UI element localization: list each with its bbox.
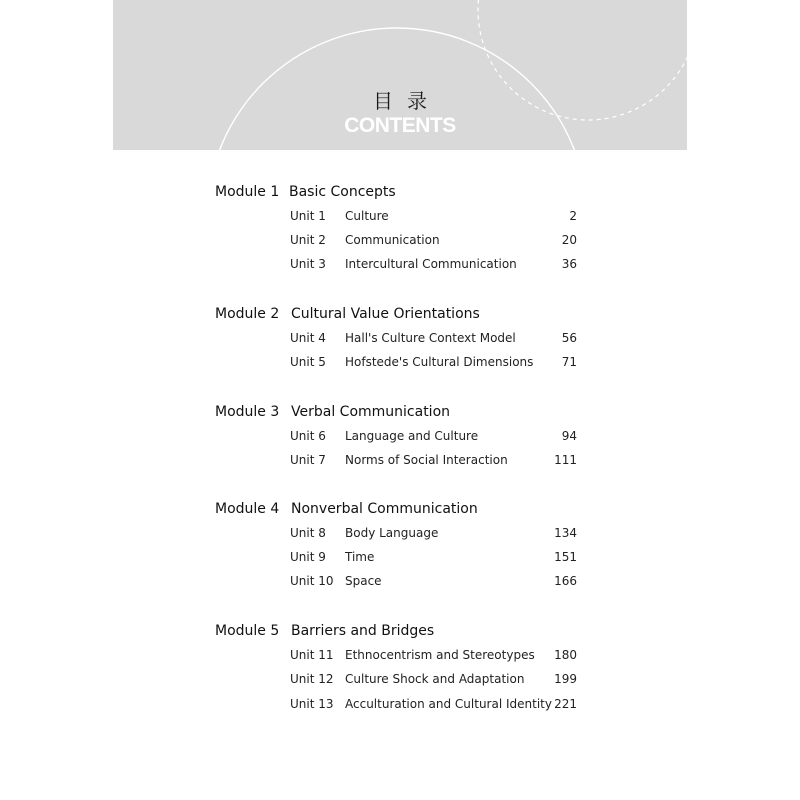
toc-entry-unit-5[interactable] (290, 355, 577, 373)
page-number: 180 (554, 648, 577, 662)
page-number: 111 (554, 453, 577, 467)
module-name: Basic Concepts (289, 184, 396, 200)
unit-title: Hofstede's Cultural Dimensions (345, 355, 534, 369)
unit-number: Unit 2 (290, 233, 326, 247)
page-number: 94 (561, 429, 577, 443)
toc-entry-unit-9[interactable] (290, 550, 577, 568)
module-3-heading[interactable] (215, 404, 451, 420)
page-number: 151 (554, 550, 577, 564)
page-number: 134 (554, 526, 577, 540)
unit-number: Unit 6 (290, 429, 326, 443)
toc-entry-unit-8[interactable] (290, 526, 577, 544)
unit-title: Culture Shock and Adaptation (345, 672, 525, 686)
unit-number: Unit 8 (290, 526, 326, 540)
module-number: Module 2 (215, 306, 280, 322)
unit-number: Unit 11 (290, 648, 334, 662)
page-number: 2 (569, 209, 577, 223)
module-5-heading[interactable] (215, 623, 435, 639)
module-number: Module 3 (215, 404, 280, 420)
page-number: 36 (561, 257, 577, 271)
contents-title-chinese: 目录 (373, 89, 441, 113)
unit-number: Unit 9 (290, 550, 326, 564)
page-number: 199 (554, 672, 577, 686)
unit-title: Time (345, 550, 375, 564)
toc-entry-unit-6[interactable] (290, 429, 577, 447)
toc-entry-unit-12[interactable] (290, 672, 577, 690)
module-name: Verbal Communication (291, 404, 451, 420)
unit-title: Ethnocentrism and Stereotypes (345, 648, 535, 662)
toc-entry-unit-4[interactable] (290, 331, 577, 349)
toc-entry-unit-10[interactable] (290, 574, 577, 592)
page-number: 20 (561, 233, 577, 247)
page-number: 221 (554, 697, 577, 711)
unit-title: Culture (345, 209, 389, 223)
unit-number: Unit 13 (290, 697, 334, 711)
toc-entry-unit-13[interactable] (290, 697, 577, 715)
unit-title: Acculturation and Cultural Identity (345, 697, 552, 711)
unit-title: Norms of Social Interaction (345, 453, 508, 467)
contents-title-english: CONTENTS (344, 114, 456, 137)
unit-number: Unit 4 (290, 331, 326, 345)
unit-number: Unit 3 (290, 257, 326, 271)
module-name: Nonverbal Communication (291, 501, 478, 517)
unit-title: Intercultural Communication (345, 257, 517, 271)
unit-title: Hall's Culture Context Model (345, 331, 516, 345)
module-number: Module 5 (215, 623, 280, 639)
unit-number: Unit 12 (290, 672, 334, 686)
page-number: 166 (554, 574, 577, 588)
toc-entry-unit-2[interactable] (290, 233, 577, 251)
module-1-heading[interactable] (215, 184, 396, 200)
toc-entry-unit-3[interactable] (290, 257, 577, 275)
toc-entry-unit-11[interactable] (290, 648, 577, 666)
unit-title: Language and Culture (345, 429, 479, 443)
module-number: Module 4 (215, 501, 280, 517)
unit-number: Unit 10 (290, 574, 334, 588)
unit-number: Unit 1 (290, 209, 326, 223)
page-number: 56 (561, 331, 577, 345)
toc-entry-unit-7[interactable] (290, 453, 577, 471)
module-name: Cultural Value Orientations (291, 306, 480, 322)
unit-title: Body Language (345, 526, 439, 540)
unit-number: Unit 5 (290, 355, 326, 369)
module-2-heading[interactable] (215, 306, 480, 322)
page-number: 71 (561, 355, 577, 369)
toc-entry-unit-1[interactable] (290, 209, 577, 227)
unit-title: Communication (345, 233, 440, 247)
unit-number: Unit 7 (290, 453, 326, 467)
module-name: Barriers and Bridges (291, 623, 435, 639)
module-4-heading[interactable] (215, 501, 478, 517)
unit-title: Space (345, 574, 382, 588)
module-number: Module 1 (215, 184, 280, 200)
